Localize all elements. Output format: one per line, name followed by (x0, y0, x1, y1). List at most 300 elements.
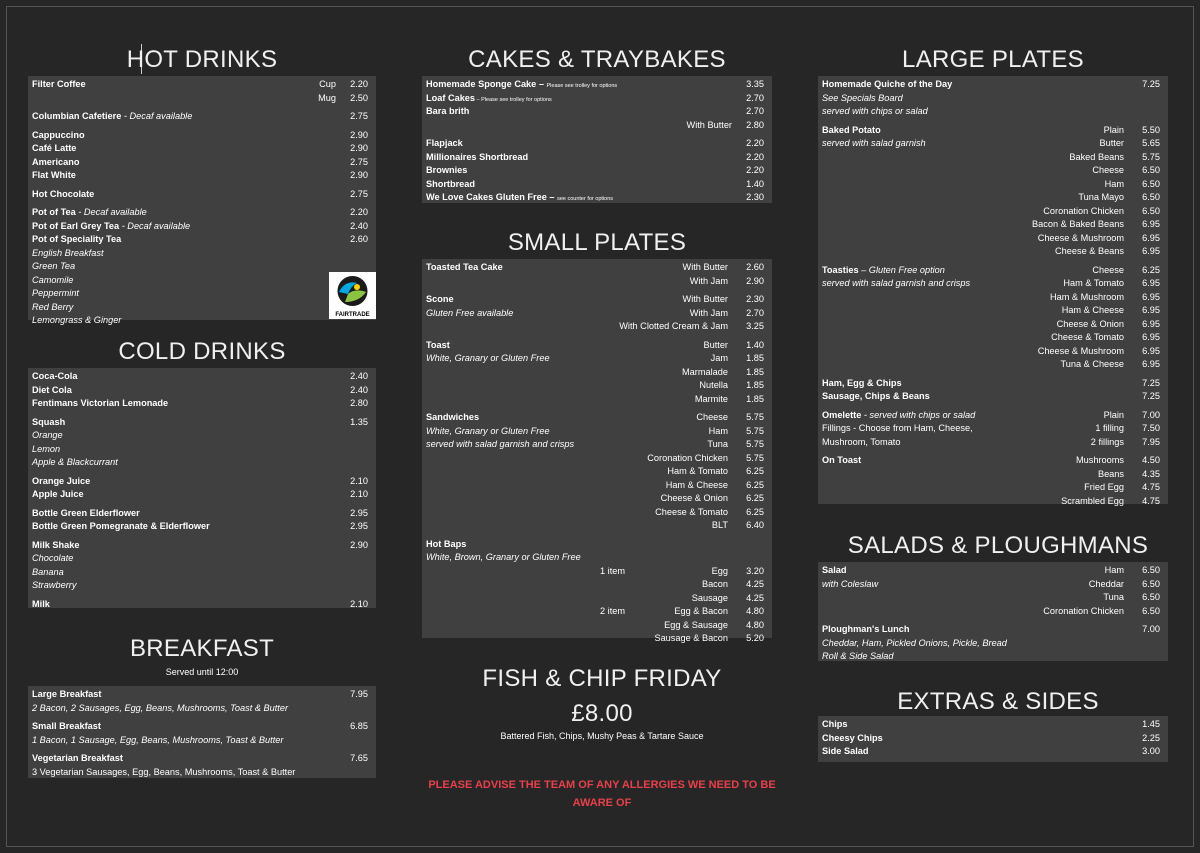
item-price: 6.95 (1142, 278, 1160, 288)
menu-item-name (32, 384, 72, 398)
item-option: Cheese & Mushroom (1037, 232, 1124, 243)
item-label: Lemon (32, 443, 61, 454)
menu-item-name (32, 206, 147, 220)
item-price: 2.60 (746, 262, 764, 272)
item-label: Banana (32, 566, 64, 577)
item-option: Egg (711, 565, 728, 576)
menu-row (32, 475, 372, 489)
menu-row (32, 384, 372, 398)
hot-drinks-heading: HOT DRINKS (126, 46, 278, 73)
item-label: Orange (32, 430, 63, 440)
menu-row (426, 506, 768, 520)
item-option: Cheese & Onion (660, 493, 728, 503)
menu-row (426, 379, 768, 393)
menu-item-name (32, 766, 295, 780)
item-label: On Toast (822, 455, 862, 465)
item-price: 5.65 (1142, 138, 1160, 148)
menu-row (426, 538, 768, 552)
hot-drinks-panel (28, 76, 376, 325)
fish-friday-description: Battered Fish, Chips, Mushy Peas & Tartare Sauce (500, 731, 704, 741)
item-price: 6.50 (1142, 578, 1160, 589)
menu-row (32, 488, 372, 502)
item-quantity: 2 item (600, 606, 626, 616)
item-price: 6.50 (1142, 605, 1160, 616)
menu-item-name (822, 732, 883, 746)
menu-item-name (32, 456, 118, 470)
item-option: With Butter (682, 294, 728, 304)
item-price: 7.00 (1142, 624, 1160, 634)
menu-row (426, 592, 768, 606)
item-label: served with chips or salad (822, 106, 928, 116)
menu-item-name (32, 566, 64, 580)
item-label: Milk Shake (32, 539, 80, 550)
menu-item-name (822, 105, 928, 119)
menu-item-name (426, 551, 581, 565)
menu-row (822, 454, 1164, 468)
menu-item-name (426, 293, 454, 307)
menu-item-name (426, 164, 467, 178)
item-label: Millionaires Shortbread (426, 151, 529, 162)
item-price: 6.95 (1142, 318, 1160, 329)
menu-item-name (822, 124, 881, 138)
fish-friday-price: £8.00 (571, 700, 633, 727)
item-option: Butter (703, 339, 728, 350)
item-note: - Decaf available (75, 207, 147, 217)
menu-row (822, 422, 1164, 436)
item-price: 6.50 (1142, 565, 1160, 575)
menu-item-name (32, 287, 79, 301)
menu-row (822, 78, 1164, 92)
menu-row (822, 650, 1164, 664)
item-price: 7.95 (1142, 436, 1160, 447)
item-price: 2.75 (350, 156, 368, 167)
item-label: Apple Juice (32, 489, 84, 499)
menu-row (426, 465, 768, 479)
menu-row (32, 233, 372, 247)
item-price: 2.20 (350, 207, 368, 217)
menu-row (822, 468, 1164, 482)
item-price: 6.40 (746, 520, 764, 530)
item-price: 4.80 (746, 619, 764, 630)
menu-row (822, 164, 1164, 178)
item-label: Columbian Cafetiere (32, 111, 122, 121)
salads-panel (818, 562, 1168, 661)
menu-item-name (32, 552, 73, 566)
item-option: Egg & Sausage (664, 619, 728, 630)
item-label: Apple & Blackcurrant (32, 457, 118, 467)
menu-row (32, 220, 372, 234)
large-plates-panel (818, 76, 1168, 504)
item-label: Hot Baps (426, 538, 467, 549)
item-price: 4.25 (746, 579, 764, 589)
item-option: Egg & Bacon (674, 606, 728, 616)
menu-row (32, 206, 372, 220)
menu-item-name (426, 137, 463, 151)
item-label: Milk (32, 598, 50, 609)
cakes-panel (422, 76, 772, 203)
item-price: 2.20 (746, 138, 764, 148)
item-option: Coronation Chicken (647, 452, 728, 463)
item-label: Brownies (426, 165, 468, 175)
item-label: Hot Chocolate (32, 188, 95, 199)
menu-item-name (822, 264, 945, 278)
menu-row (32, 429, 372, 443)
menu-row (426, 164, 768, 178)
menu-row (822, 92, 1164, 106)
item-option: Mushrooms (1076, 455, 1124, 465)
item-price: 2.70 (746, 106, 764, 116)
item-label: Flapjack (426, 138, 463, 148)
menu-item-name (32, 416, 65, 430)
menu-item-name (426, 425, 550, 439)
menu-row (822, 137, 1164, 151)
item-option: Cheese & Beans (1055, 246, 1124, 256)
item-option: Cheese (696, 412, 728, 422)
item-label: Scone (426, 294, 454, 304)
item-option: Marmalade (682, 366, 728, 377)
menu-row (822, 358, 1164, 372)
menu-item-name (32, 274, 73, 288)
menu-row (822, 718, 1164, 732)
menu-item-name (32, 539, 80, 553)
menu-item-name (32, 702, 288, 716)
menu-item-name (32, 370, 77, 384)
item-option: Sausage & Bacon (654, 633, 728, 643)
item-label: Sandwiches (426, 412, 480, 422)
menu-item-name (822, 277, 970, 291)
menu-row (822, 291, 1164, 305)
menu-row (822, 331, 1164, 345)
item-option: With Butter (686, 119, 732, 130)
item-label: Green Tea (32, 261, 76, 271)
extras-heading: EXTRAS & SIDES (897, 688, 1099, 715)
item-label: Flat White (32, 170, 76, 180)
menu-row (822, 745, 1164, 759)
cakes-heading: CAKES & TRAYBAKES (468, 46, 726, 73)
item-option: Ham & Tomato (667, 466, 728, 476)
item-option: Plain (1103, 124, 1124, 135)
item-label: Bara brith (426, 106, 470, 116)
item-price: 2.70 (746, 307, 764, 318)
item-note: - served with chips or salad (861, 409, 976, 420)
menu-item-name (426, 105, 469, 119)
item-price: 6.50 (1142, 592, 1160, 602)
item-label: Red Berry (32, 301, 74, 312)
menu-item-name (426, 178, 475, 192)
menu-row (426, 425, 768, 439)
item-label: Baked Potato (822, 124, 881, 135)
menu-row (426, 137, 768, 151)
item-label: Cheesy Chips (822, 732, 883, 743)
menu-row (822, 105, 1164, 119)
item-price: 6.25 (746, 466, 764, 476)
item-option: Beans (1097, 468, 1124, 479)
item-price: 2.20 (746, 165, 764, 175)
item-label: Salad (822, 565, 847, 575)
menu-item-name (822, 578, 878, 592)
item-price: 6.25 (1142, 264, 1160, 275)
item-small-note: Please see trolley for options (546, 83, 618, 89)
item-option: Cheese & Mushroom (1037, 345, 1124, 356)
item-price: 2.10 (350, 598, 368, 609)
item-label: White, Brown, Granary or Gluten Free (426, 552, 581, 562)
item-option: With Butter (682, 262, 728, 272)
item-price: 6.95 (1142, 359, 1160, 369)
item-label: served with salad garnish (822, 138, 926, 148)
menu-item-name (32, 301, 73, 315)
menu-row (32, 766, 372, 780)
item-label: Ham, Egg & Chips (822, 377, 902, 388)
menu-row (32, 78, 372, 92)
item-option: Cheddar (1088, 578, 1124, 589)
menu-row (822, 304, 1164, 318)
menu-row (822, 732, 1164, 746)
menu-row (426, 261, 768, 275)
item-option: Cup (319, 79, 336, 89)
item-option: Coronation Chicken (1043, 205, 1124, 216)
menu-item-name (32, 233, 121, 247)
item-price: 5.75 (746, 412, 764, 422)
menu-row (426, 479, 768, 493)
menu-row (32, 301, 372, 315)
menu-row (32, 274, 372, 288)
item-label: Pot of Tea (32, 207, 76, 217)
menu-row (426, 78, 768, 92)
menu-item-name (32, 142, 76, 156)
item-price: 1.45 (1142, 719, 1160, 729)
item-label: Homemade Quiche of the Day (822, 79, 953, 89)
item-label: Gluten Free available (426, 307, 514, 318)
menu-item-name (822, 564, 847, 578)
item-price: 6.95 (1142, 291, 1160, 302)
item-label: Mushroom, Tomato (822, 436, 901, 447)
item-price: 2.20 (350, 79, 368, 89)
item-price: 2.90 (350, 129, 368, 140)
item-label: Homemade Sponge Cake – (426, 79, 547, 89)
item-label: Cappuccino (32, 129, 85, 140)
menu-item-name (822, 650, 894, 664)
item-label: English Breakfast (32, 247, 104, 258)
menu-row (822, 564, 1164, 578)
item-label: with Coleslaw (822, 578, 879, 589)
item-price: 4.75 (1142, 495, 1160, 506)
item-price: 2.40 (350, 220, 368, 231)
menu-row (32, 566, 372, 580)
item-option: Baked Beans (1069, 151, 1124, 162)
item-label: Pot of Earl Grey Tea (32, 220, 120, 231)
menu-row (426, 492, 768, 506)
item-price: 6.95 (1142, 332, 1160, 342)
menu-item-name (32, 598, 50, 612)
item-option: Jam (710, 353, 728, 363)
menu-row (426, 320, 768, 334)
menu-item-name (426, 438, 574, 452)
small-plates-panel (422, 259, 772, 643)
item-price: 4.80 (746, 606, 764, 616)
item-label: Chips (822, 719, 848, 729)
menu-row (426, 632, 768, 646)
item-price: 6.25 (746, 479, 764, 490)
menu-item-name (822, 745, 868, 759)
item-label: Side Salad (822, 746, 869, 756)
item-small-note: see counter for options (557, 196, 614, 202)
item-price: 2.90 (350, 170, 368, 180)
item-label: Camomile (32, 274, 74, 285)
menu-row (32, 507, 372, 521)
menu-row (32, 734, 372, 748)
item-price: 6.25 (746, 493, 764, 503)
menu-row (822, 377, 1164, 391)
menu-row (32, 314, 372, 328)
item-label: Large Breakfast (32, 689, 102, 699)
menu-row (32, 287, 372, 301)
menu-row (426, 92, 768, 106)
item-option: Cheese & Tomato (655, 506, 728, 517)
large-plates-heading: LARGE PLATES (902, 46, 1084, 73)
item-quantity: 1 item (600, 565, 626, 576)
item-option: Ham (1104, 565, 1124, 575)
menu-row (822, 218, 1164, 232)
item-label: Bottle Green Elderflower (32, 507, 140, 518)
item-price: 6.25 (746, 506, 764, 517)
item-price: 5.75 (746, 425, 764, 436)
item-label: See Specials Board (822, 92, 903, 103)
item-option: With Clotted Cream & Jam (619, 321, 728, 331)
item-label: Peppermint (32, 288, 79, 298)
menu-row (32, 370, 372, 384)
menu-item-name (32, 520, 210, 534)
item-price: 5.75 (746, 452, 764, 463)
item-label: served with salad garnish and crisps (426, 439, 575, 449)
item-option: Cheese (1092, 264, 1124, 275)
item-option: Fried Egg (1084, 482, 1124, 492)
item-label: Diet Cola (32, 384, 72, 395)
item-price: 2.25 (1142, 732, 1160, 743)
menu-item-name (426, 339, 450, 353)
item-price: 2.90 (350, 539, 368, 550)
item-price: 2.75 (350, 111, 368, 121)
menu-item-name (32, 579, 76, 593)
item-price: 2.10 (350, 489, 368, 499)
item-label: Coca-Cola (32, 371, 78, 381)
item-label: Squash (32, 416, 66, 427)
menu-row (426, 519, 768, 533)
menu-item-name (822, 78, 952, 92)
item-price: 3.00 (1142, 746, 1160, 756)
item-option: Cheese & Onion (1056, 318, 1124, 329)
item-option: Bacon (701, 579, 728, 589)
item-price: 2.80 (746, 119, 764, 130)
menu-item-name (32, 220, 190, 234)
salads-heading: SALADS & PLOUGHMANS (847, 532, 1149, 559)
menu-row (822, 390, 1164, 404)
item-price: 2.10 (350, 475, 368, 486)
menu-row (32, 416, 372, 430)
item-price: 6.95 (1142, 345, 1160, 356)
menu-row (426, 151, 768, 165)
item-price: 7.25 (1142, 377, 1160, 388)
menu-row (426, 307, 768, 321)
item-price: 2.60 (350, 234, 368, 244)
item-price: 3.25 (746, 321, 764, 331)
breakfast-subtitle: Served until 12:00 (165, 667, 239, 677)
item-price: 4.50 (1142, 455, 1160, 465)
item-option: Scrambled Egg (1061, 495, 1124, 506)
menu-item-name (32, 720, 101, 734)
extras-panel (818, 716, 1168, 762)
menu-row (426, 452, 768, 466)
item-label: Bottle Green Pomegranate & Elderflower (32, 521, 210, 531)
menu-item-name (822, 623, 909, 637)
item-price: 4.75 (1142, 482, 1160, 492)
menu-row (822, 151, 1164, 165)
menu-row (426, 366, 768, 380)
item-option: Marmite (694, 393, 728, 404)
menu-item-name (32, 734, 283, 748)
item-label: Filter Coffee (32, 79, 86, 89)
item-note: – Gluten Free option (858, 264, 945, 275)
menu-row (32, 752, 372, 766)
menu-row (426, 551, 768, 565)
item-price: 2.40 (350, 371, 368, 381)
item-label: Sausage, Chips & Beans (822, 391, 930, 401)
item-option: Ham & Mushroom (1049, 291, 1124, 302)
item-label: We Love Cakes Gluten Free – (426, 192, 558, 202)
item-label: Americano (32, 156, 80, 167)
menu-item-name (32, 188, 94, 202)
menu-row (32, 720, 372, 734)
item-label: Lemongrass & Ginger (32, 315, 122, 325)
menu-row (32, 92, 372, 106)
item-label: Café Latte (32, 143, 77, 153)
item-price: 2.50 (350, 92, 368, 103)
item-price: 1.85 (746, 380, 764, 390)
item-option: 2 fillings (1090, 436, 1124, 447)
menu-row (426, 275, 768, 289)
item-label: Fentimans Victorian Lemonade (32, 398, 169, 408)
item-label: Pot of Speciality Tea (32, 234, 122, 244)
menu-row (32, 156, 372, 170)
item-price: 1.40 (746, 178, 764, 189)
menu-row (32, 443, 372, 457)
menu-row (426, 105, 768, 119)
item-price: 3.20 (746, 565, 764, 576)
item-price: 6.85 (350, 721, 368, 731)
menu-row (426, 565, 768, 579)
menu-item-name (32, 247, 104, 261)
fairtrade-logo-icon: FAIRTRADE (329, 272, 376, 319)
menu-row (426, 619, 768, 633)
item-price: 5.50 (1142, 124, 1160, 135)
menu-row (32, 539, 372, 553)
item-price: 1.85 (746, 353, 764, 363)
menu-item-name (426, 307, 513, 321)
menu-item-name (822, 436, 900, 450)
item-price: 7.65 (350, 753, 368, 763)
menu-item-name (32, 169, 76, 183)
item-option: Ham & Cheese (1061, 305, 1124, 315)
item-price: 1.85 (746, 393, 764, 404)
item-label: Vegetarian Breakfast (32, 753, 123, 763)
menu-item-name (822, 637, 1007, 651)
item-label: Toasted Tea Cake (426, 262, 503, 272)
item-label: Strawberry (32, 580, 77, 590)
item-price: 2.40 (350, 384, 368, 395)
menu-row (32, 456, 372, 470)
item-option: With Jam (689, 275, 728, 286)
item-price: 2.95 (350, 521, 368, 531)
item-price: 2.90 (350, 143, 368, 153)
